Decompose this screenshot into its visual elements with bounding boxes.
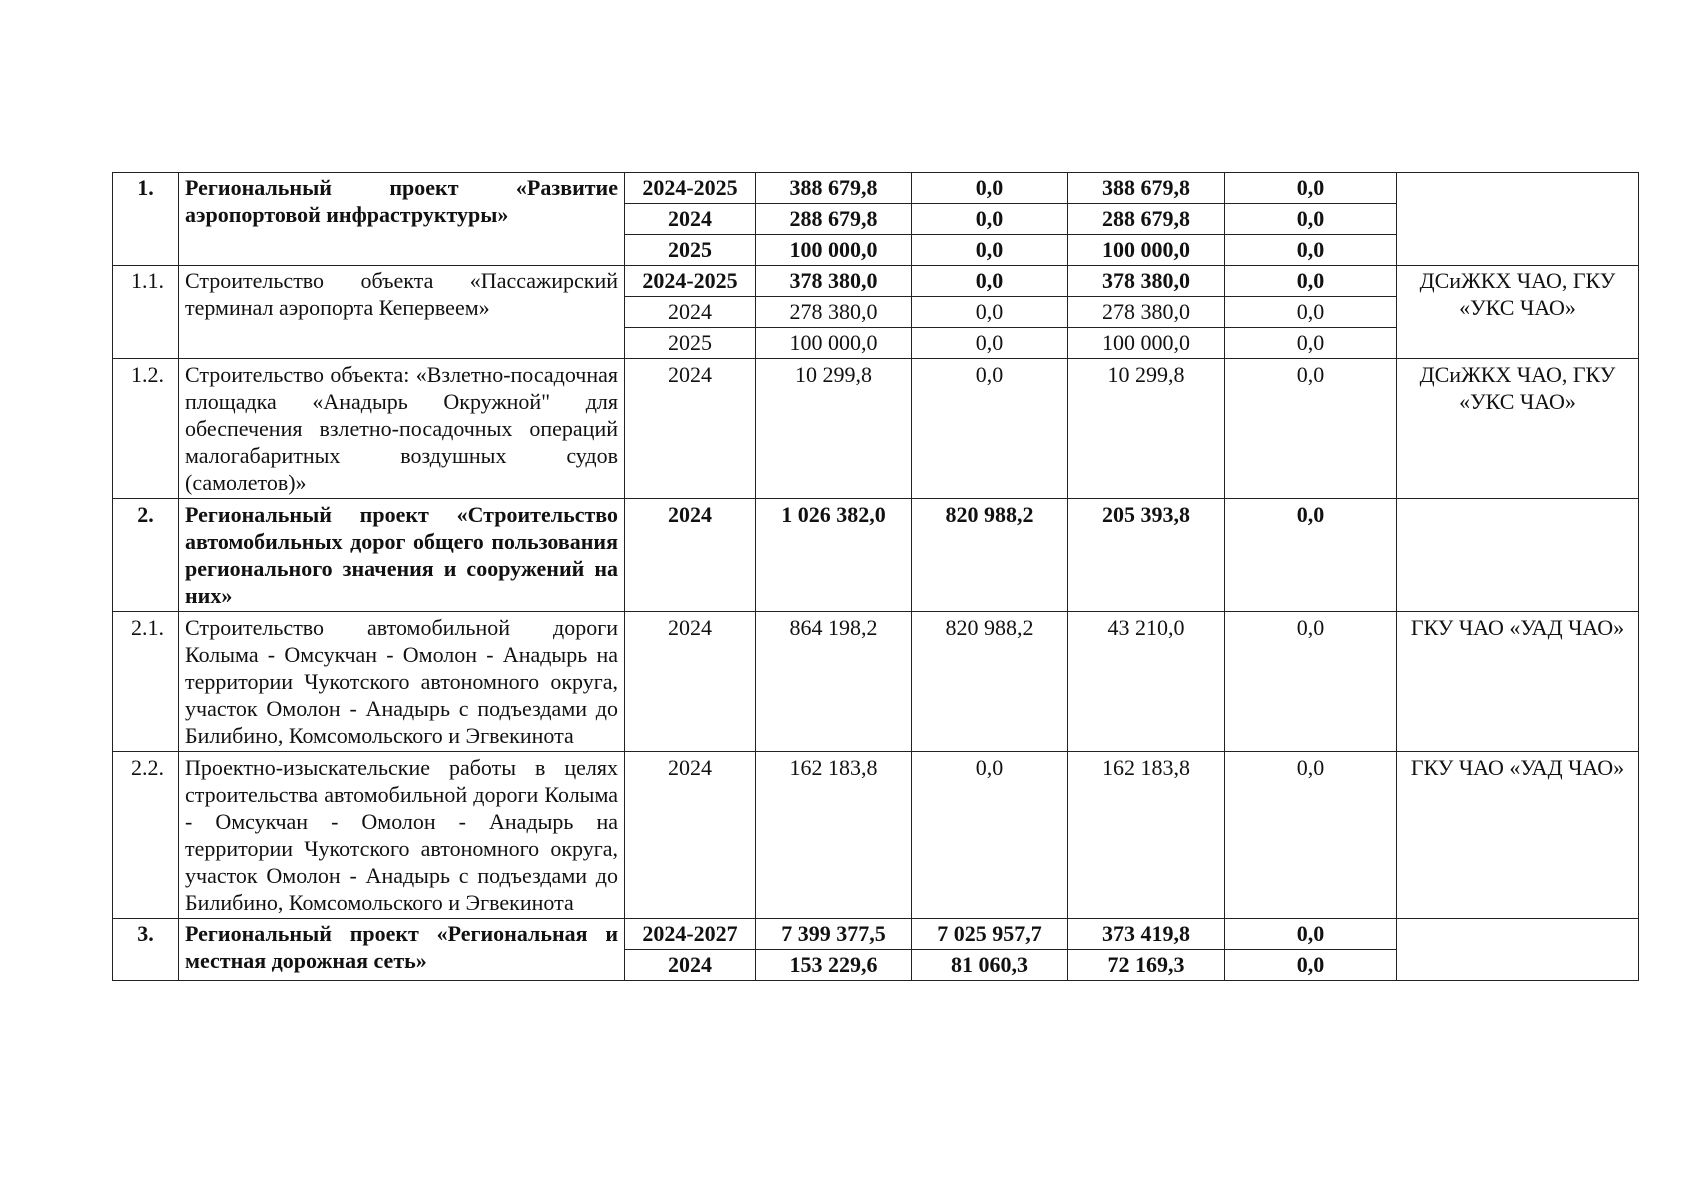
other-cell: 0,0 [1225, 919, 1397, 950]
regional-cell: 100 000,0 [1068, 235, 1225, 266]
total-cell: 153 229,6 [756, 950, 912, 981]
year-cell: 2024-2027 [625, 919, 756, 950]
regional-cell: 10 299,8 [1068, 359, 1225, 499]
responsible-cell: ГКУ ЧАО «УАД ЧАО» [1397, 612, 1639, 752]
regional-cell: 72 169,3 [1068, 950, 1225, 981]
federal-cell: 81 060,3 [912, 950, 1068, 981]
other-cell: 0,0 [1225, 297, 1397, 328]
responsible-cell: ГКУ ЧАО «УАД ЧАО» [1397, 752, 1639, 919]
row-number: 2.2. [113, 752, 179, 919]
other-cell: 0,0 [1225, 328, 1397, 359]
row-number: 1. [113, 173, 179, 266]
year-cell: 2024-2025 [625, 173, 756, 204]
table-row-2-2 [113, 752, 1639, 919]
row-number: 1.2. [113, 359, 179, 499]
row-title: Региональный проект «Развитие аэропортовой инфраструктуры» [179, 173, 625, 266]
regional-cell: 278 380,0 [1068, 297, 1225, 328]
federal-cell: 0,0 [912, 235, 1068, 266]
responsible-cell: ДСиЖКХ ЧАО, ГКУ «УКС ЧАО» [1397, 266, 1639, 359]
other-cell: 0,0 [1225, 359, 1397, 499]
row-title: Строительство объекта «Пассажирский терминал аэропорта Кепервеем» [179, 266, 625, 359]
table-row-2 [113, 499, 1639, 612]
total-cell: 7 399 377,5 [756, 919, 912, 950]
table-row-3 [113, 919, 1639, 950]
year-cell: 2025 [625, 235, 756, 266]
total-cell: 278 380,0 [756, 297, 912, 328]
row-number: 3. [113, 919, 179, 981]
federal-cell: 0,0 [912, 752, 1068, 919]
federal-cell: 0,0 [912, 266, 1068, 297]
federal-cell: 7 025 957,7 [912, 919, 1068, 950]
total-cell: 1 026 382,0 [756, 499, 912, 612]
other-cell: 0,0 [1225, 950, 1397, 981]
federal-cell: 0,0 [912, 204, 1068, 235]
other-cell: 0,0 [1225, 235, 1397, 266]
row-title: Региональный проект «Строительство автомобильных дорог общего пользования регионального значения и сооружений на них» [179, 499, 625, 612]
other-cell: 0,0 [1225, 752, 1397, 919]
regional-cell: 162 183,8 [1068, 752, 1225, 919]
federal-cell: 820 988,2 [912, 499, 1068, 612]
year-cell: 2024 [625, 359, 756, 499]
regional-cell: 43 210,0 [1068, 612, 1225, 752]
total-cell: 864 198,2 [756, 612, 912, 752]
federal-cell: 820 988,2 [912, 612, 1068, 752]
year-cell: 2025 [625, 328, 756, 359]
regional-cell: 378 380,0 [1068, 266, 1225, 297]
table-row-1 [113, 173, 1639, 204]
row-number: 2. [113, 499, 179, 612]
total-cell: 388 679,8 [756, 173, 912, 204]
table-row-1-1 [113, 266, 1639, 297]
year-cell: 2024-2025 [625, 266, 756, 297]
other-cell: 0,0 [1225, 173, 1397, 204]
other-cell: 0,0 [1225, 266, 1397, 297]
federal-cell: 0,0 [912, 297, 1068, 328]
total-cell: 100 000,0 [756, 328, 912, 359]
total-cell: 100 000,0 [756, 235, 912, 266]
total-cell: 378 380,0 [756, 266, 912, 297]
total-cell: 288 679,8 [756, 204, 912, 235]
year-cell: 2024 [625, 950, 756, 981]
budget-table [112, 172, 1639, 981]
regional-cell: 373 419,8 [1068, 919, 1225, 950]
year-cell: 2024 [625, 204, 756, 235]
other-cell: 0,0 [1225, 499, 1397, 612]
federal-cell: 0,0 [912, 328, 1068, 359]
federal-cell: 0,0 [912, 359, 1068, 499]
table-row-2-1 [113, 612, 1639, 752]
federal-cell: 0,0 [912, 173, 1068, 204]
regional-cell: 288 679,8 [1068, 204, 1225, 235]
year-cell: 2024 [625, 752, 756, 919]
year-cell: 2024 [625, 297, 756, 328]
year-cell: 2024 [625, 499, 756, 612]
regional-cell: 205 393,8 [1068, 499, 1225, 612]
responsible-cell [1397, 173, 1639, 266]
responsible-cell: ДСиЖКХ ЧАО, ГКУ «УКС ЧАО» [1397, 359, 1639, 499]
row-title: Строительство объекта: «Взлетно-посадочная площадка «Анадырь Окружной" для обеспечения взлетно-посадочных операций малогабаритных воздушных судов (самолетов)» [179, 359, 625, 499]
regional-cell: 100 000,0 [1068, 328, 1225, 359]
other-cell: 0,0 [1225, 612, 1397, 752]
responsible-cell [1397, 499, 1639, 612]
row-title: Строительство автомобильной дороги Колыма - Омсукчан - Омолон - Анадырь на территории Чукотского автономного округа, участок Омолон - Анадырь с подъездами до Билибино, Комсомольского и Эгвекинота [179, 612, 625, 752]
table-row-1-2 [113, 359, 1639, 499]
responsible-cell [1397, 919, 1639, 981]
row-title: Региональный проект «Региональная и местная дорожная сеть» [179, 919, 625, 981]
row-title: Проектно-изыскательские работы в целях строительства автомобильной дороги Колыма - Омсукчан - Омолон - Анадырь на территории Чукотского автономного округа, участок Омолон - Анадырь с подъездами до Билибино, Комсомольского и Эгвекинота [179, 752, 625, 919]
regional-cell: 388 679,8 [1068, 173, 1225, 204]
total-cell: 162 183,8 [756, 752, 912, 919]
total-cell: 10 299,8 [756, 359, 912, 499]
row-number: 1.1. [113, 266, 179, 359]
row-number: 2.1. [113, 612, 179, 752]
other-cell: 0,0 [1225, 204, 1397, 235]
year-cell: 2024 [625, 612, 756, 752]
